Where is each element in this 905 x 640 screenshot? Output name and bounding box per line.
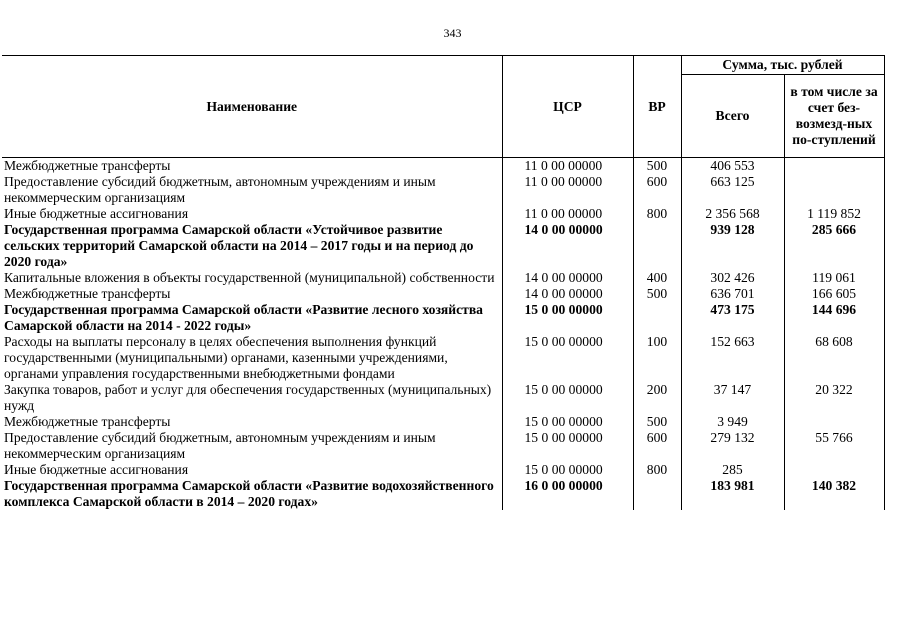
row-name: Межбюджетные трансферты xyxy=(4,158,171,173)
row-csr: 11 0 00 00000 xyxy=(502,174,633,206)
row-csr: 14 0 00 00000 xyxy=(502,270,633,286)
table-row xyxy=(2,158,884,175)
row-csr: 15 0 00 00000 xyxy=(502,462,633,478)
table-row xyxy=(2,334,884,382)
row-name: Расходы на выплаты персоналу в целях обеспечения выполнения функций государственными (муниципальными) органами, казенными учреждениями, органами управления государственными внебюджетными фондами xyxy=(4,334,448,381)
row-vr: 200 xyxy=(633,382,681,414)
row-vr: 600 xyxy=(633,174,681,206)
row-free xyxy=(784,414,884,430)
row-free: 166 605 xyxy=(784,286,884,302)
row-vr xyxy=(633,478,681,510)
row-csr: 15 0 00 00000 xyxy=(502,430,633,462)
row-name: Межбюджетные трансферты xyxy=(4,414,171,429)
header-vr: ВР xyxy=(633,56,681,158)
table-row xyxy=(2,286,884,302)
row-free xyxy=(784,462,884,478)
row-csr: 11 0 00 00000 xyxy=(502,158,633,175)
row-total: 636 701 xyxy=(681,286,784,302)
row-total: 406 553 xyxy=(681,158,784,175)
row-free: 140 382 xyxy=(784,478,884,510)
table-row xyxy=(2,222,884,270)
row-free: 119 061 xyxy=(784,270,884,286)
table-row xyxy=(2,174,884,206)
header-total: Всего xyxy=(681,75,784,158)
row-vr: 100 xyxy=(633,334,681,382)
row-free: 144 696 xyxy=(784,302,884,334)
row-name: Государственная программа Самарской области «Развитие водохозяйственного комплекса Самарской области в 2014 – 2020 годах» xyxy=(4,478,494,509)
row-name: Иные бюджетные ассигнования xyxy=(4,206,189,221)
row-total: 285 xyxy=(681,462,784,478)
table-row xyxy=(2,270,884,286)
header-free: в том числе за счет без-возмезд-ных по-ступлений xyxy=(784,75,884,158)
header-csr: ЦСР xyxy=(502,56,633,158)
row-csr: 14 0 00 00000 xyxy=(502,286,633,302)
row-total: 939 128 xyxy=(681,222,784,270)
table-row xyxy=(2,302,884,334)
table-row xyxy=(2,206,884,222)
row-free: 20 322 xyxy=(784,382,884,414)
row-vr: 600 xyxy=(633,430,681,462)
row-total: 152 663 xyxy=(681,334,784,382)
row-total: 279 132 xyxy=(681,430,784,462)
row-vr xyxy=(633,222,681,270)
row-free: 68 608 xyxy=(784,334,884,382)
row-total: 2 356 568 xyxy=(681,206,784,222)
table-row xyxy=(2,414,884,430)
budget-table xyxy=(2,55,885,510)
row-csr: 15 0 00 00000 xyxy=(502,334,633,382)
row-total: 3 949 xyxy=(681,414,784,430)
header-sum-group: Сумма, тыс. рублей xyxy=(681,56,884,75)
row-total: 302 426 xyxy=(681,270,784,286)
row-csr: 11 0 00 00000 xyxy=(502,206,633,222)
row-vr: 500 xyxy=(633,158,681,175)
row-csr: 14 0 00 00000 xyxy=(502,222,633,270)
row-name: Государственная программа Самарской области «Развитие лесного хозяйства Самарской области на 2014 - 2022 годы» xyxy=(4,302,483,333)
row-free: 285 666 xyxy=(784,222,884,270)
page-number: 343 xyxy=(443,26,462,40)
row-name: Государственная программа Самарской области «Устойчивое развитие сельских территорий Самарской области на 2014 – 2017 годы и на период до 2020 года» xyxy=(4,222,474,269)
row-vr: 500 xyxy=(633,414,681,430)
row-csr: 16 0 00 00000 xyxy=(502,478,633,510)
table-row xyxy=(2,382,884,414)
row-name: Предоставление субсидий бюджетным, автономным учреждениям и иным некоммерческим организациям xyxy=(4,430,436,461)
row-name: Закупка товаров, работ и услуг для обеспечения государственных (муниципальных) нужд xyxy=(4,382,492,413)
row-name: Иные бюджетные ассигнования xyxy=(4,462,189,477)
row-vr: 800 xyxy=(633,206,681,222)
table-row xyxy=(2,430,884,462)
header-name: Наименование xyxy=(2,56,502,158)
row-vr: 400 xyxy=(633,270,681,286)
row-vr: 800 xyxy=(633,462,681,478)
row-name: Межбюджетные трансферты xyxy=(4,286,171,301)
row-vr: 500 xyxy=(633,286,681,302)
row-total: 663 125 xyxy=(681,174,784,206)
row-total: 37 147 xyxy=(681,382,784,414)
table-row xyxy=(2,478,884,510)
table-header xyxy=(2,56,884,158)
row-free: 1 119 852 xyxy=(784,206,884,222)
row-csr: 15 0 00 00000 xyxy=(502,382,633,414)
row-free xyxy=(784,158,884,175)
row-name: Предоставление субсидий бюджетным, автономным учреждениям и иным некоммерческим организациям xyxy=(4,174,436,205)
table-body xyxy=(2,158,884,511)
row-free xyxy=(784,174,884,206)
row-name: Капитальные вложения в объекты государственной (муниципальной) собственности xyxy=(4,270,495,285)
row-total: 183 981 xyxy=(681,478,784,510)
row-csr: 15 0 00 00000 xyxy=(502,414,633,430)
row-free: 55 766 xyxy=(784,430,884,462)
row-total: 473 175 xyxy=(681,302,784,334)
table-row xyxy=(2,462,884,478)
row-vr xyxy=(633,302,681,334)
row-csr: 15 0 00 00000 xyxy=(502,302,633,334)
